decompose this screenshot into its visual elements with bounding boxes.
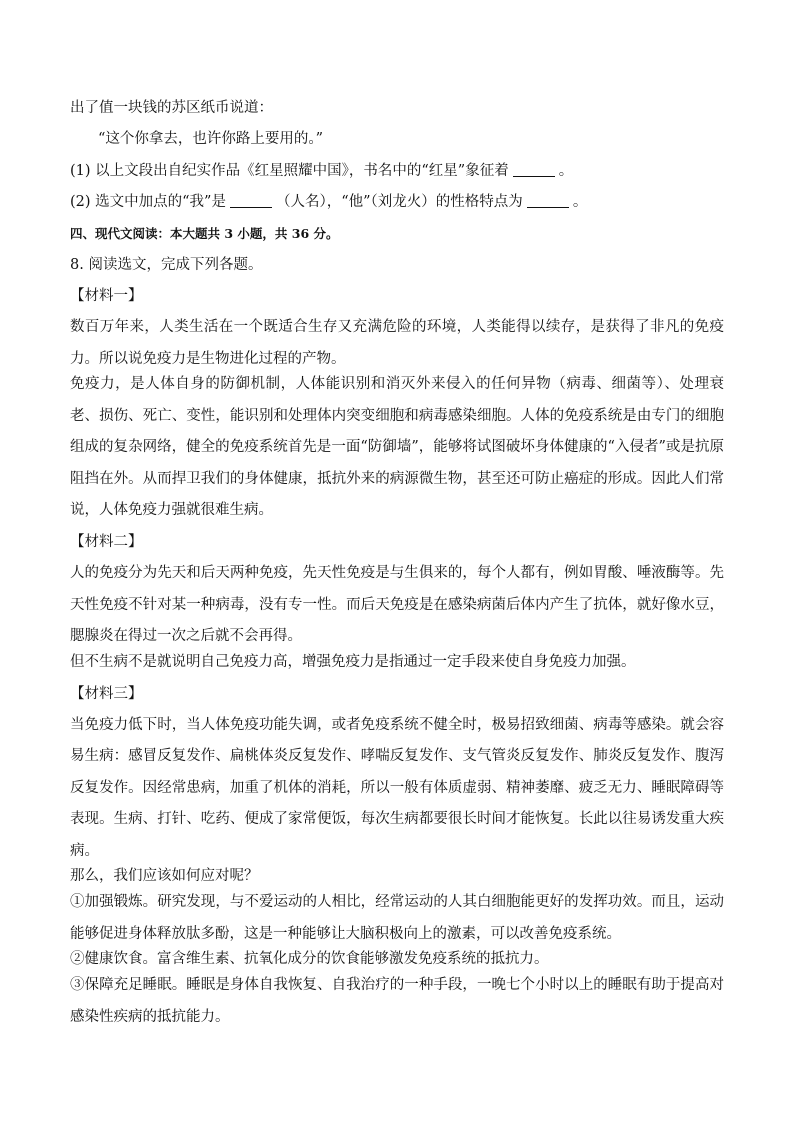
question-text: (2) 选文中加点的“我”是 (70, 194, 226, 211)
question-text: （人名），“他”（刘龙火）的性格特点为 (275, 194, 523, 211)
answer-blank[interactable] (513, 162, 555, 177)
text-line: 出了值一块钱的苏区纸币说道： (70, 100, 273, 116)
document-page (70, 98, 724, 1033)
question-1 (70, 161, 724, 181)
text-line: “这个你拿去，也许你路上要用的。” (98, 131, 324, 148)
question-2 (70, 192, 724, 212)
question-text: (1) 以上文段出自纪实作品《红星照耀中国》，书名中的“红星”象征着 (70, 162, 509, 179)
material-heading: 【材料二】 (70, 534, 143, 551)
question-8: 8. 阅读选文，完成下列各题。 (70, 256, 263, 273)
paragraph: 那么，我们应该如何应对呢？ (70, 868, 259, 885)
answer-blank[interactable] (527, 193, 569, 208)
paragraph: 当免疫力低下时，当人体免疫功能失调，或者免疫系统不健全时，极易招致细菌、病毒等感染。就会容易生病：感冒反复发作、扁桃体炎反复发作、哮喘反复发作、支气管炎反复发作、肺炎反复发作、腹泻反复发作。因经常患病，加重了机体的消耗，所以一般有体质虚弱、精神萎靡、疲乏无力、睡眠障碍等表现。生病、打针、吃药、便成了家常便饭，每次生病都要很长时间才能恢复。长此以往易诱发重大疾病。 (70, 717, 724, 859)
answer-blank[interactable] (230, 193, 272, 208)
paragraph: ③保障充足睡眠。睡眠是身体自我恢复、自我治疗的一种手段，一晚七个小时以上的睡眠有助于提高对感染性疾病的抵抗能力。 (70, 977, 724, 1025)
material-heading: 【材料一】 (70, 288, 143, 305)
question-text: 。 (558, 162, 574, 179)
paragraph: ①加强锻炼。研究发现，与不爱运动的人相比，经常运动的人其白细胞能更好的发挥功效。而且，运动能够促进身体释放肽多酚，这是一种能够让大脑积极向上的激素，可以改善免疫系统。 (70, 894, 724, 942)
paragraph: 但不生病不是就说明自己免疫力高，增强免疫力是指通过一定手段来使自身免疫力加强。 (70, 653, 636, 670)
paragraph: 免疫力，是人体自身的防御机制，人体能识别和消灭外来侵入的任何异物（病毒、细菌等）、处理衰老、损伤、死亡、变性，能识别和处理体内突变细胞和病毒感染细胞。人体的免疫系统是由专门的细胞组成的复杂网络，健全的免疫系统首先是一面“防御墙”，能够将试图破坏身体健康的“入侵者”或是抗原阻挡在外。从而捍卫我们的身体健康，抵抗外来的病源微生物，甚至还可防止癌症的形成。因此人们常说，人体免疫力强就很难生病。 (70, 376, 724, 518)
paragraph: ②健康饮食。富含维生素、抗氧化成分的饮食能够激发免疫系统的抵抗力。 (70, 951, 549, 968)
material-heading: 【材料三】 (70, 686, 143, 703)
section-heading: 四、现代文阅读：本大题共 3 小题，共 36 分。 (70, 225, 339, 241)
question-text: 。 (572, 194, 588, 211)
paragraph: 人的免疫分为先天和后天两种免疫，先天性免疫是与生俱来的，每个人都有，例如胃酸、唾液酶等。先天性免疫不针对某一种病毒，没有专一性。而后天免疫是在感染病菌后体内产生了抗体，就好像水豆，腮腺炎在得过一次之后就不会再得。 (70, 565, 724, 644)
paragraph: 数百万年来，人类生活在一个既适合生存又充满危险的环境，人类能得以续存，是获得了非凡的免疫力。所以说免疫力是生物进化过程的产物。 (70, 319, 724, 367)
